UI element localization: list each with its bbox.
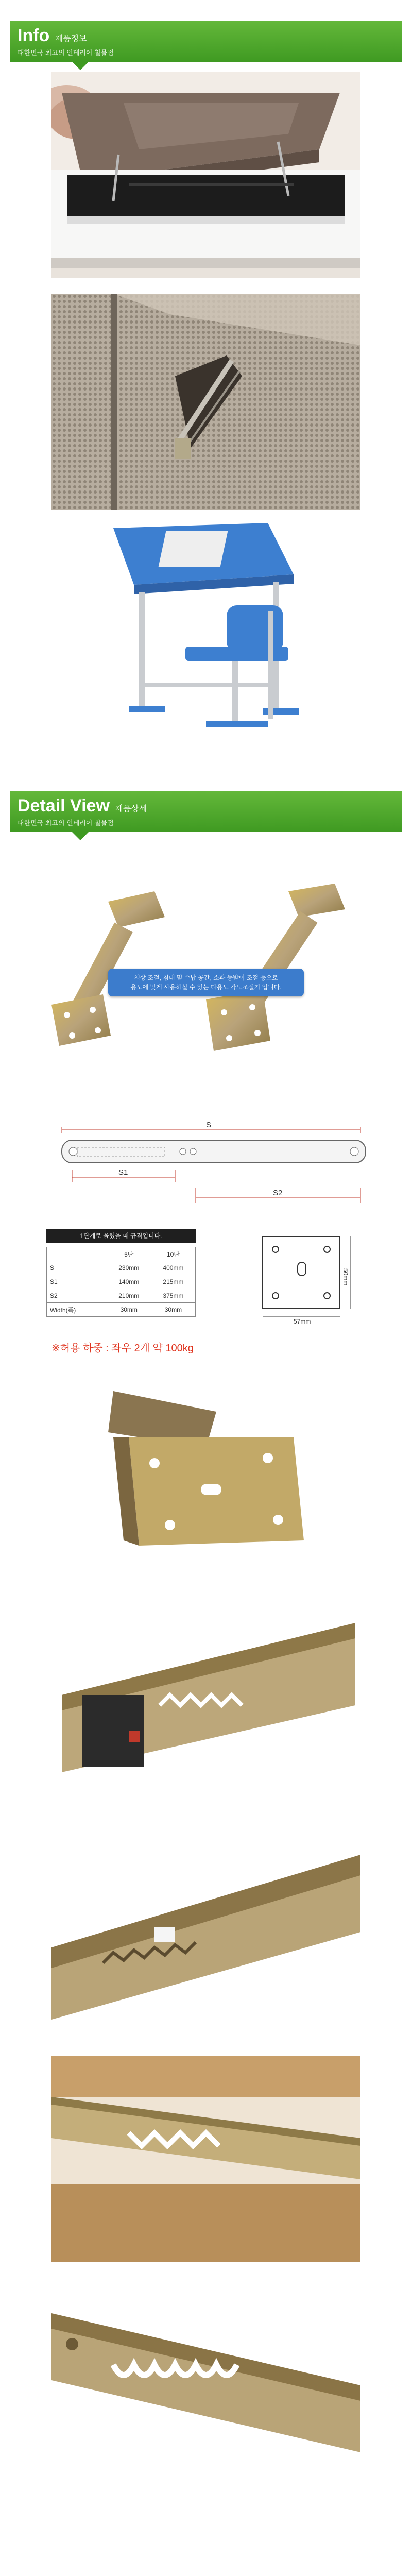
info-title: Info (18, 26, 50, 45)
spec-row (47, 1289, 196, 1303)
spec-cell: 400mm (151, 1261, 195, 1275)
rail-mechanism-photo-2 (52, 1829, 360, 2035)
spec-row (47, 1303, 196, 1317)
header-caret (72, 832, 89, 840)
bed-mechanism-photo (52, 294, 360, 510)
spec-cell: 230mm (107, 1261, 151, 1275)
spec-header-cell: 10단 (151, 1247, 195, 1261)
dim-s2-label: S2 (273, 1189, 283, 1197)
spec-caption: 1단계로 올렸을 때 규격입니다. (46, 1229, 196, 1243)
storage-bed-photo (52, 72, 360, 278)
spec-cell: S (47, 1261, 107, 1275)
spec-table (46, 1247, 196, 1317)
rail-mechanism-photo-4 (52, 2282, 360, 2488)
usage-callout (108, 969, 304, 996)
spec-cell: S1 (47, 1275, 107, 1289)
rail-mechanism-photo-3 (52, 2056, 360, 2262)
info-desc: 대한민국 최고의 인테리어 철물점 (18, 49, 114, 57)
spec-cell: S2 (47, 1289, 107, 1303)
spec-row (47, 1261, 196, 1275)
dim-s-label: S (206, 1121, 212, 1129)
detail-title: Detail View (18, 796, 110, 816)
dim-s1-label: S1 (118, 1168, 128, 1177)
spec-cell: 30mm (151, 1303, 195, 1317)
plate-width-label: 57mm (294, 1318, 311, 1325)
spec-header-row (47, 1247, 196, 1261)
spec-cell: 375mm (151, 1289, 195, 1303)
detail-subtitle: 제품상세 (115, 805, 147, 814)
info-subtitle: 제품정보 (55, 35, 87, 43)
callout-line2: 용도에 맞게 사용하실 수 있는 다용도 각도조절기 입니다. (130, 984, 282, 991)
spec-cell: 140mm (107, 1275, 151, 1289)
plate-diagram (252, 1231, 376, 1329)
dimension-diagram (52, 1121, 371, 1213)
rail-mechanism-photo-1 (52, 1602, 360, 1808)
info-header (10, 21, 402, 62)
spec-cell: Width(폭) (47, 1303, 107, 1317)
spec-cell: 210mm (107, 1289, 151, 1303)
header-caret (72, 62, 89, 70)
callout-line1: 책상 조절, 침대 밑 수납 공간, 소파 등받이 조절 등으로 (133, 974, 279, 981)
spec-cell: 30mm (107, 1303, 151, 1317)
desk-photo (52, 513, 360, 770)
plate-closeup-photo (52, 1376, 360, 1582)
spec-cell: 215mm (151, 1275, 195, 1289)
detail-desc: 대한민국 최고의 인테리어 철물점 (18, 819, 114, 827)
plate-height-label: 50mm (342, 1268, 349, 1286)
detail-header (10, 791, 402, 832)
spec-header-cell (47, 1247, 107, 1261)
load-note: ※허용 하중 : 좌우 2개 약 100kg (52, 1343, 194, 1354)
spec-header-cell: 5단 (107, 1247, 151, 1261)
spec-row (47, 1275, 196, 1289)
